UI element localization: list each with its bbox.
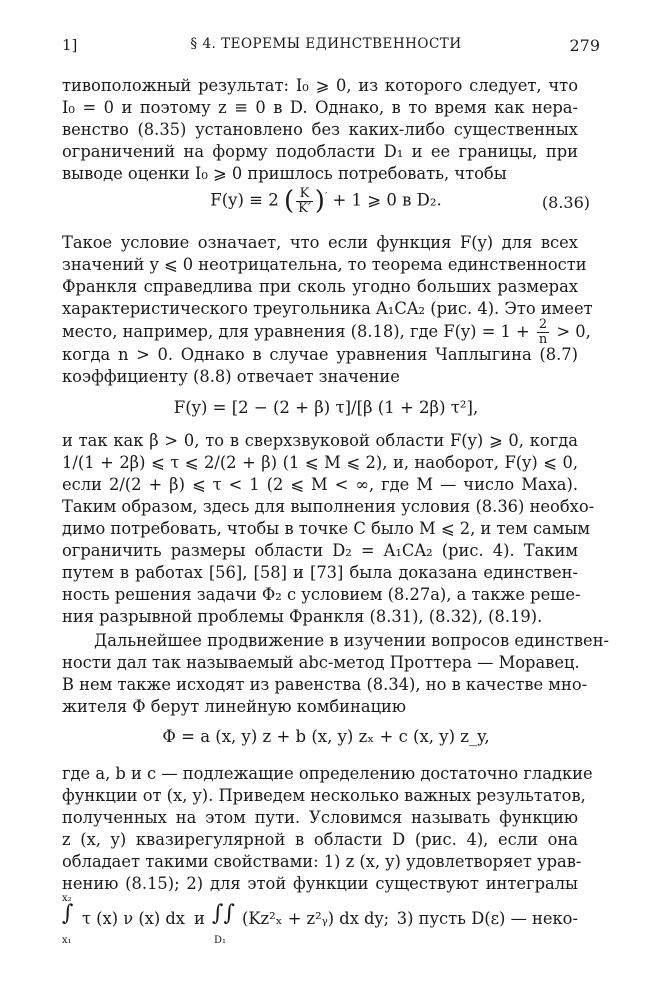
- text-line: выводе оценки I₀ ⩾ 0 пришлось потребовать, чтобы: [62, 164, 507, 183]
- text-line: Такое условие означает, что если функция F(y) для всех: [62, 233, 578, 252]
- text-line: Дальнейшее продвижение в изучении вопросов единствен-: [94, 631, 610, 650]
- text-line: и так как β > 0, то в сверхзвуковой области F(y) ⩾ 0, когда: [62, 431, 578, 450]
- text-line: если 2/(2 + β) ⩽ τ < 1 (2 ⩽ M < ∞, где M — число Маха).: [62, 475, 578, 494]
- text-line: ность решения задачи Φ₂ с условием (8.27а), а также реше-: [62, 585, 581, 604]
- equation-number: (8.36): [541, 193, 590, 212]
- text-line: димо потребовать, чтобы в точке C было M ⩽ 2, и тем самым: [62, 519, 591, 538]
- text-segment: место, например, для уравнения (8.18), где F(y) = 1 +: [62, 322, 530, 341]
- integral-line: [62, 893, 578, 953]
- fraction-2-over-n: [537, 318, 549, 347]
- text-line: ния разрывной проблемы Франкля (8.31), (8.32), (8.19).: [62, 607, 543, 626]
- text-line: ограничений на форму подобласти D₁ и ее границы, при: [62, 142, 578, 161]
- conjunction: и: [194, 909, 205, 928]
- chapter-number: 1]: [62, 36, 78, 54]
- text-line: I₀ = 0 и поэтому z ≡ 0 в D. Однако, в то время как нера-: [62, 98, 578, 117]
- formula-lhs: F(y) ≡ 2: [210, 190, 279, 210]
- double-integral-expression: (Kz²ₓ + z²ᵧ) dx dy;: [242, 909, 390, 928]
- integral-lower-limit: x₁: [62, 935, 72, 946]
- fraction-numerator: 2: [537, 318, 549, 333]
- text-line: В нем также исходят из равенства (8.34), но в качестве мно-: [62, 675, 588, 694]
- text-segment: 3) пусть D(ε) — неко-: [396, 909, 578, 928]
- integral-expression: τ (x) ν (x) dx: [82, 909, 185, 928]
- integral-sign: ∫: [62, 901, 74, 926]
- text-line: z (x, y) квазирегулярной в области D (рис. 4), если она: [62, 830, 578, 849]
- fraction-denominator: K′: [298, 200, 311, 216]
- text-line: где a, b и c — подлежащие определению достаточно гладкие: [62, 764, 593, 783]
- formula-phi: Φ = a (x, y) z + b (x, y) zₓ + c (x, y) z_y,: [162, 727, 490, 746]
- text-line: полученных на этом пути. Условимся называть функцию: [62, 808, 578, 827]
- text-line-with-fraction: [62, 317, 591, 347]
- text-line: когда n > 0. Однако в случае уравнения Чаплыгина (8.7): [62, 345, 578, 364]
- text-line: путем в работах [56], [58] и [73] была доказана единствен-: [62, 563, 578, 582]
- text-line: коэффициенту (8.8) отвечает значение: [62, 367, 400, 386]
- formula-chaplygin: F(y) = [2 − (2 + β) τ]/[β (1 + 2β) τ²],: [173, 398, 479, 417]
- formula-8-36: F(y) ≡ 2 ( $\frac{K}{K'}$ )′ + 1 ⩾ 0 в D₂.: [210, 185, 442, 216]
- text-line: характеристического треугольника A₁CA₂ (рис. 4). Это имеет: [62, 299, 593, 318]
- text-line: 1/(1 + 2β) ⩽ τ ⩽ 2/(2 + β) (1 ⩽ M ⩽ 2), и, наоборот, F(y) ⩽ 0,: [62, 453, 578, 472]
- text-line: значений y ⩽ 0 неотрицательна, то теорема единственности: [62, 255, 587, 274]
- text-line: ности дал так называемый abc-метод Проттера — Моравец.: [62, 653, 580, 672]
- double-integral-sign: ∫∫: [212, 901, 235, 926]
- running-header: § 4. ТЕОРЕМЫ ЕДИНСТВЕННОСТИ: [190, 36, 462, 52]
- text-line: жителя Φ берут линейную комбинацию: [62, 697, 407, 716]
- fraction-k-over-k-prime: [296, 187, 313, 216]
- text-line: обладает такими свойствами: 1) z (x, y) удовлетворяет урав-: [62, 852, 582, 871]
- text-line: венство (8.35) установлено без каких-либо существенных: [62, 120, 578, 139]
- text-line: функции от (x, y). Приведем несколько важных результатов,: [62, 786, 586, 805]
- double-integral-domain: D₁: [214, 935, 227, 946]
- integral-upper-limit: x₂: [62, 893, 72, 904]
- text-line: Таким образом, здесь для выполнения условия (8.36) необхо-: [62, 497, 595, 516]
- formula-rhs: + 1 ⩾ 0 в D₂.: [332, 190, 442, 210]
- text-line: ограничить размеры области D₂ = A₁CA₂ (рис. 4). Таким: [62, 541, 578, 560]
- text-segment: > 0,: [556, 322, 591, 341]
- text-line: Франкля справедлива при сколь угодно больших размерах: [62, 277, 578, 296]
- fraction-denominator: n: [538, 332, 548, 347]
- text-line: нению (8.15); 2) для этой функции существуют интегралы: [62, 874, 578, 893]
- fraction-numerator: K: [296, 187, 313, 202]
- page-number: 279: [569, 36, 600, 55]
- text-line: тивоположный результат: I₀ ⩾ 0, из которого следует, что: [62, 76, 578, 95]
